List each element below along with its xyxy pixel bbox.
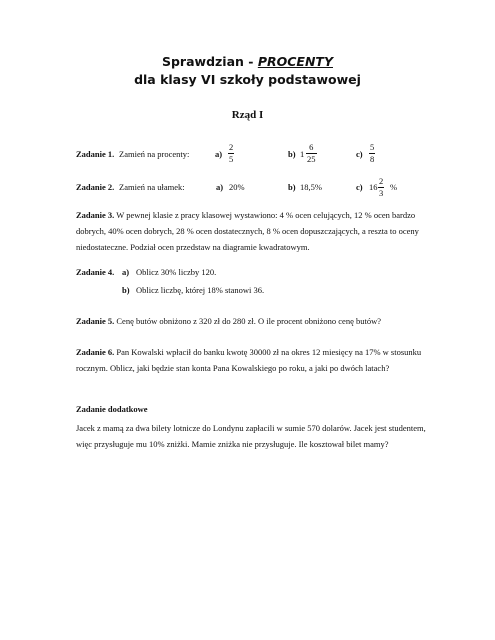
task6-paragraph	[76, 344, 426, 376]
task4-a-text: Oblicz 30% liczby 120.	[136, 267, 217, 277]
task2-a-value: 20%	[229, 182, 245, 192]
task1-c-label: c)	[356, 149, 363, 159]
task2-c-label: c)	[356, 182, 363, 192]
task5-text: Cenę butów obniżono z 320 zł do 280 zł. O ile procent obniżono cenę butów?	[116, 316, 382, 326]
task2-b-label: b)	[288, 182, 296, 192]
task1-b-numerator: 6	[309, 142, 314, 152]
page-subtitle: dla klasy VI szkoły podstawowej	[134, 72, 361, 87]
bonus-heading: Zadanie dodatkowe	[76, 404, 148, 414]
task1-b-whole: 1	[300, 149, 305, 159]
title-prefix: Sprawdzian -	[161, 54, 258, 69]
task2-c-unit: %	[390, 182, 398, 192]
task4-label: Zadanie 4.	[76, 267, 115, 277]
task5-label: Zadanie 5.	[76, 316, 115, 326]
task5-paragraph	[76, 313, 436, 329]
task4-a-label: a)	[122, 267, 130, 277]
task1-c-numerator: 5	[370, 142, 375, 152]
task1-a-numerator: 2	[229, 142, 234, 152]
task2-c-denominator: 3	[379, 187, 384, 198]
task1-b-label: b)	[288, 149, 296, 159]
task4-b-text: Oblicz liczbę, której 18% stanowi 36.	[136, 285, 265, 295]
task2-c-numerator: 2	[379, 176, 384, 186]
task1-a-denominator: 5	[229, 153, 234, 164]
task1-a-fraction	[228, 143, 234, 163]
task1-a-label: a)	[215, 149, 223, 159]
bonus-text: Jacek z mamą za dwa bilety lotnicze do Londynu zapłacili w sumie 570 dolarów. Jacek jest studentem, więc przysługuje mu 10% zniżki. Mamie zniżka nie przysługuje. Ile kosztował bilet mamy?	[76, 423, 426, 449]
task1-c-fraction	[369, 143, 375, 163]
task3-paragraph	[76, 207, 428, 255]
task2-label: Zadanie 2.	[76, 182, 115, 192]
task1-b-fraction	[306, 143, 317, 163]
task1-b-denominator: 25	[307, 153, 316, 164]
title-highlight: PROCENTY	[257, 54, 333, 69]
page-title	[0, 54, 495, 69]
task1-text: Zamień na procenty:	[119, 149, 190, 159]
task3-text: W pewnej klasie z pracy klasowej wystawiono: 4 % ocen celujących, 12 % ocen bardzo dobrych, 40% ocen dobrych, 28 % ocen dostatecznych, 8 % ocen dopuszczających, a reszta to oceny niedostateczne. Podział ocen przedstaw na diagramie kwadratowym.	[76, 210, 419, 252]
row-label: Rząd I	[231, 109, 264, 121]
task6-text: Pan Kowalski wpłacił do banku kwotę 30000 zł na okres 12 miesięcy na 17% w stosunku rocznym. Oblicz, jaki będzie stan konta Pana Kowalskiego po roku, a jaki po dwóch latach?	[76, 347, 422, 373]
task2-text: Zamień na ułamek:	[119, 182, 185, 192]
task2-b-value: 18,5%	[300, 182, 322, 192]
task2-a-label: a)	[216, 182, 224, 192]
task6-label: Zadanie 6.	[76, 347, 115, 357]
task3-label: Zadanie 3.	[76, 210, 115, 220]
task1-c-denominator: 8	[370, 153, 375, 164]
task1-label: Zadanie 1.	[76, 149, 115, 159]
task2-c-whole: 16	[369, 182, 378, 192]
task4-b-label: b)	[122, 285, 130, 295]
task2-c-fraction	[378, 177, 384, 197]
